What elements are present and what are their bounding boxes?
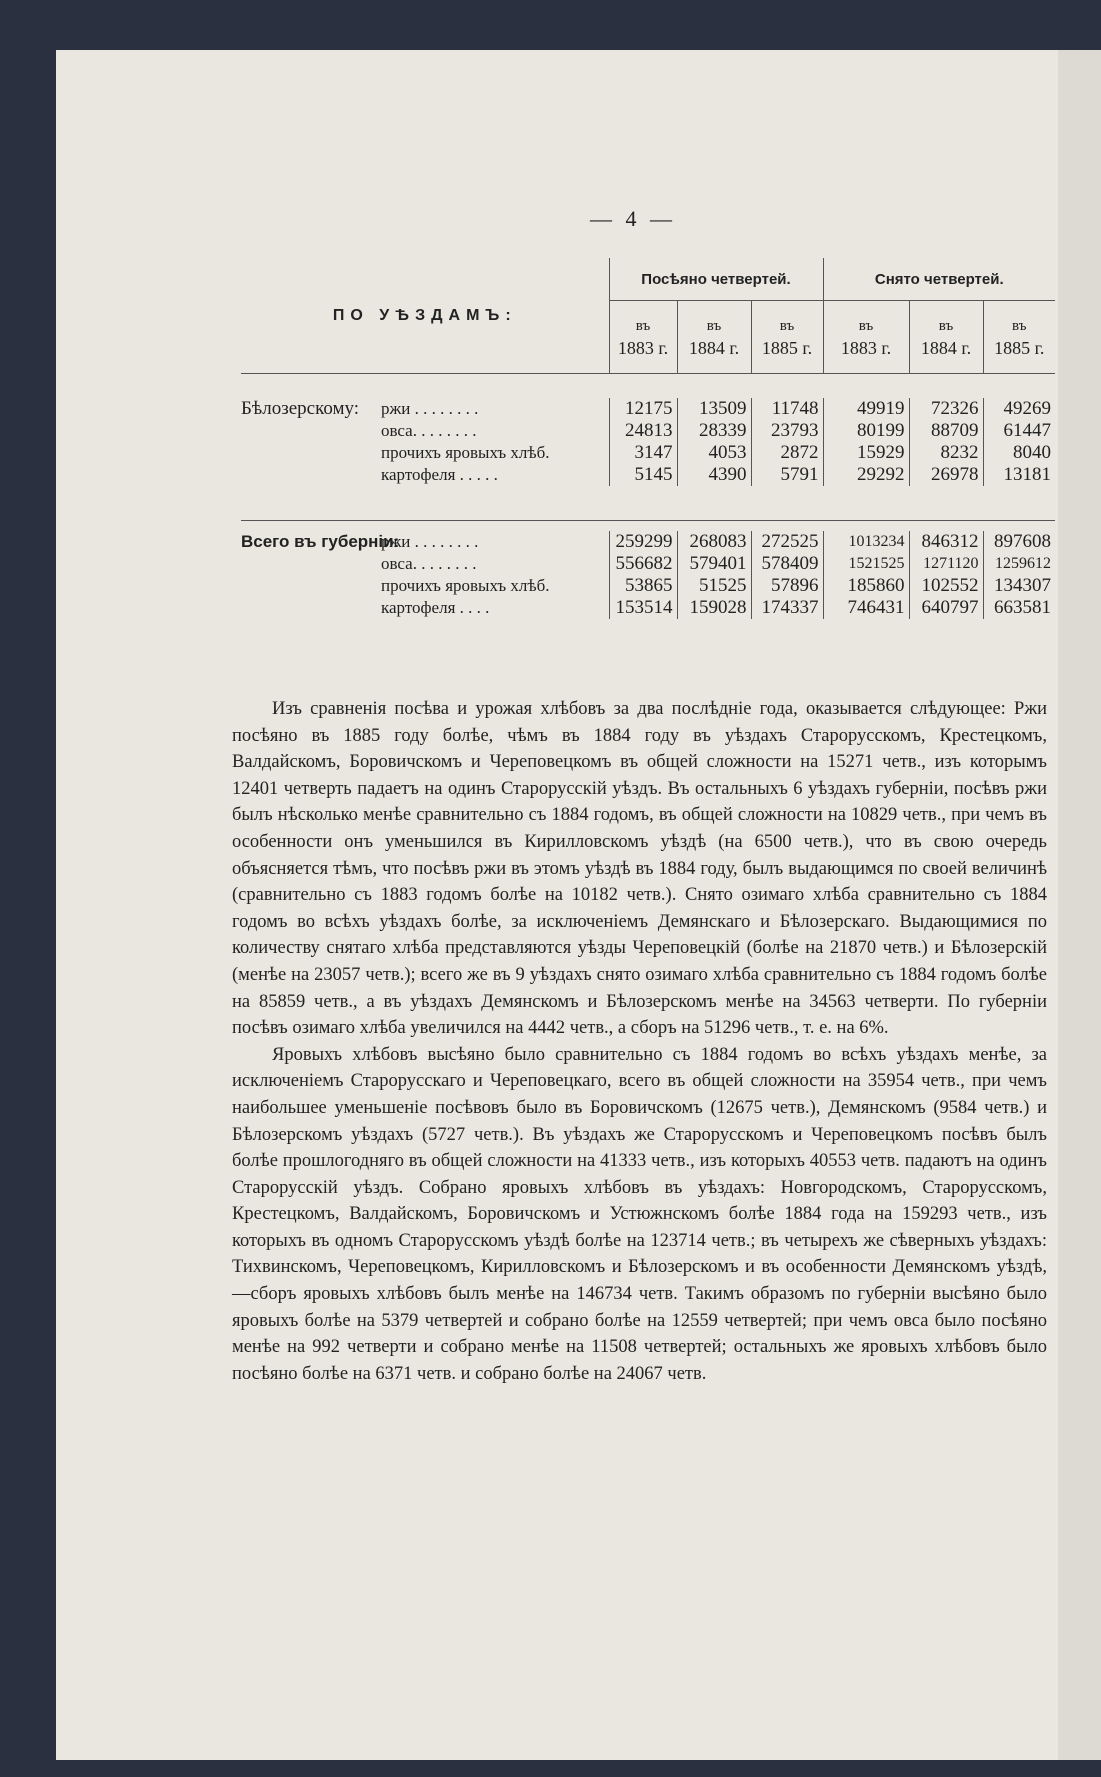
- table-row: [241, 597, 1055, 619]
- sown-value: 159028: [677, 597, 751, 619]
- harvested-value: 61447: [983, 420, 1055, 442]
- year-prefix: въ: [938, 318, 954, 334]
- harvested-value: 80199: [823, 420, 909, 442]
- sown-value: 259299: [609, 531, 677, 553]
- statistics-table: [241, 258, 1055, 659]
- table-row: [241, 420, 1055, 442]
- sown-value: 3147: [609, 442, 677, 464]
- crop-label: прочихъ яровыхъ хлѣб.: [381, 576, 550, 595]
- harvested-value: 49919: [823, 398, 909, 420]
- year-header-harvested-1: [909, 301, 983, 374]
- year-header-harvested-2: [983, 301, 1055, 374]
- sown-header: Посѣяно четвертей.: [609, 258, 823, 301]
- sown-value: 4390: [677, 464, 751, 486]
- harvested-value: 185860: [823, 575, 909, 597]
- year-prefix: въ: [706, 318, 722, 334]
- year-label: 1883 г.: [840, 338, 892, 358]
- table-row: [241, 398, 1055, 420]
- crop-label: овса. . . . . . . .: [381, 554, 477, 573]
- harvested-value: 1521525: [823, 553, 909, 575]
- group-province-total: [241, 531, 1055, 619]
- sown-value: 13509: [677, 398, 751, 420]
- harvested-value: 15929: [823, 442, 909, 464]
- sown-value: 5791: [751, 464, 823, 486]
- table-row: [241, 553, 1055, 575]
- group-belozersk: [241, 398, 1055, 486]
- year-prefix: въ: [779, 318, 795, 334]
- table-row: [241, 575, 1055, 597]
- adjacent-page-edge: [1058, 50, 1101, 1760]
- year-label: 1885 г.: [994, 338, 1045, 358]
- harvested-value: 1013234: [823, 531, 909, 553]
- year-label: 1884 г.: [920, 338, 972, 358]
- table-row: [241, 442, 1055, 464]
- harvested-value: 26978: [909, 464, 983, 486]
- year-prefix: въ: [1012, 318, 1027, 334]
- year-label: 1883 г.: [617, 338, 669, 358]
- group-divider: [241, 486, 1055, 521]
- harvested-value: 897608: [983, 531, 1055, 553]
- sown-value: 28339: [677, 420, 751, 442]
- sown-value: 24813: [609, 420, 677, 442]
- sown-value: 11748: [751, 398, 823, 420]
- paragraph-spring-crops: Яровыхъ хлѣбовъ высѣяно было сравнительно съ 1884 годомъ во всѣхъ уѣздахъ менѣе, за исключеніемъ Старорусскаго и Череповецкаго, всего въ общей сложности на 35954 четв., при чемъ наибольшее уменьшеніе посѣвовъ было въ Боровичскомъ (12675 четв.), Демянскомъ (9584 четв.) и Бѣлозерскомъ уѣздахъ (5727 четв.). Въ уѣздахъ же Старорусскомъ и Череповецкомъ посѣвъ былъ болѣе прошлогодняго въ общей сложности на 41333 четв., изъ которыхъ 40553 четв. падаютъ на одинъ Старорусскій уѣздъ. Собрано яровыхъ хлѣбовъ въ уѣздахъ: Новгородскомъ, Старорусскомъ, Крестецкомъ, Валдайскомъ, Боровичскомъ и Устюжнскомъ болѣе 1884 года на 159293 четв., изъ которыхъ въ одномъ Старорусскомъ уѣздѣ болѣе на 123714 четв.; въ четырехъ же сѣверныхъ уѣздахъ: Тихвинскомъ, Череповецкомъ, Кирилловскомъ и Бѣлозерскомъ и въ особенности Демянскомъ уѣздѣ,—сборъ яровыхъ хлѣбовъ былъ менѣе на 146734 четв. Такимъ образомъ по губерніи высѣяно было яровыхъ болѣе на 5379 четвертей и собрано болѣе на 12559 четвертей; при чемъ овса было посѣяно менѣе на 992 четверти и собрано менѣе на 11508 четвертей; остальныхъ же яровыхъ хлѣбовъ было посѣяно болѣе на 6371 четв. и собрано болѣе на 24067 четв.: [232, 1044, 1047, 1384]
- year-header-harvested-0: [823, 301, 909, 374]
- sown-value: 2872: [751, 442, 823, 464]
- harvested-value: 88709: [909, 420, 983, 442]
- harvested-value: 8040: [983, 442, 1055, 464]
- harvested-value: 1271120: [909, 553, 983, 575]
- group-name: Бѣлозерскому:: [241, 398, 360, 419]
- harvested-value: 29292: [823, 464, 909, 486]
- group-name: Всего въ губерніи:: [241, 532, 400, 551]
- spacer: [241, 374, 1055, 399]
- crop-label: картофеля . . . .: [381, 598, 490, 617]
- district-header: ПО УѢЗДАМЪ:: [332, 306, 517, 324]
- crop-label: ржи . . . . . . . .: [381, 399, 479, 418]
- page-number: — 4 —: [590, 206, 676, 231]
- harvested-value: 1259612: [983, 553, 1055, 575]
- sown-value: 12175: [609, 398, 677, 420]
- sown-value: 268083: [677, 531, 751, 553]
- sown-value: 153514: [609, 597, 677, 619]
- harvested-value: 102552: [909, 575, 983, 597]
- district-header-cell: [241, 258, 609, 374]
- sown-value: 23793: [751, 420, 823, 442]
- crop-label: прочихъ яровыхъ хлѣб.: [381, 443, 550, 462]
- harvested-value: 846312: [909, 531, 983, 553]
- sown-value: 578409: [751, 553, 823, 575]
- crop-label: овса. . . . . . . .: [381, 421, 477, 440]
- year-header-sown-1: [677, 301, 751, 374]
- sown-value: 579401: [677, 553, 751, 575]
- sown-value: 51525: [677, 575, 751, 597]
- year-header-sown-0: [609, 301, 677, 374]
- year-label: 1884 г.: [688, 338, 740, 358]
- harvested-value: 13181: [983, 464, 1055, 486]
- sown-value: 57896: [751, 575, 823, 597]
- year-prefix: въ: [858, 318, 874, 334]
- sown-value: 174337: [751, 597, 823, 619]
- sown-value: 272525: [751, 531, 823, 553]
- harvested-value: 8232: [909, 442, 983, 464]
- harvested-value: 746431: [823, 597, 909, 619]
- sown-value: 4053: [677, 442, 751, 464]
- year-label: 1885 г.: [761, 338, 813, 358]
- harvested-value: 49269: [983, 398, 1055, 420]
- year-prefix: въ: [635, 318, 651, 334]
- sown-value: 53865: [609, 575, 677, 597]
- year-header-sown-2: [751, 301, 823, 374]
- table-row: [241, 531, 1055, 553]
- sown-value: 556682: [609, 553, 677, 575]
- harvested-value: 72326: [909, 398, 983, 420]
- harvested-header: Снято четвертей.: [823, 258, 1055, 301]
- crop-label: картофеля . . . . .: [381, 465, 498, 484]
- table-row: [241, 464, 1055, 486]
- crop-label: ржи . . . . . . . .: [381, 532, 479, 551]
- body-text: [232, 696, 1047, 1387]
- sown-value: 5145: [609, 464, 677, 486]
- harvested-value: 640797: [909, 597, 983, 619]
- harvested-value: 134307: [983, 575, 1055, 597]
- paragraph-winter-crops: Изъ сравненія посѣва и урожая хлѣбовъ за два послѣдніе года, оказывается слѣдующее: Ржи посѣяно въ 1885 году болѣе, чѣмъ въ 1884 году въ уѣздахъ Старорусскомъ, Крестецкомъ, Валдайскомъ, Боровичскомъ и Череповецкомъ въ общей сложности на 15271 четв., изъ которымъ 12401 четверть падаетъ на одинъ Старорусскій уѣздъ. Въ остальныхъ 6 уѣздахъ губерніи, посѣвъ ржи былъ нѣсколько менѣе сравнительно съ 1884 годомъ, въ общей сложности на 10829 четв., при чемъ въ особенности онъ уменьшился въ Кирилловскомъ уѣздѣ (на 6500 четв.), что въ свою очередь объясняется тѣмъ, что посѣвъ ржи въ этомъ уѣздѣ въ 1884 году, былъ выдающимся по своей величинѣ (сравнительно съ 1883 годомъ болѣе на 10182 четв.). Снято озимаго хлѣба сравнительно съ 1884 годомъ во всѣхъ уѣздахъ болѣе, за исключеніемъ Демянскаго и Бѣлозерскаго. Выдающимися по количеству снятаго хлѣба представляются уѣзды Череповецкій (болѣе на 21870 четв.) и Бѣлозерскій (менѣе на 23057 четв.); всего же въ 9 уѣздахъ снято озимаго хлѣба сравнительно съ 1884 годомъ болѣе на 85859 четв., а въ уѣздахъ Демянскомъ и Бѣлозерскомъ менѣе на 34563 четверти. По губерніи посѣвъ озимаго хлѣба увеличился на 4442 четв., а сборъ на 51296 четв., т. е. на 6%.: [232, 699, 1047, 1039]
- harvested-value: 663581: [983, 597, 1055, 619]
